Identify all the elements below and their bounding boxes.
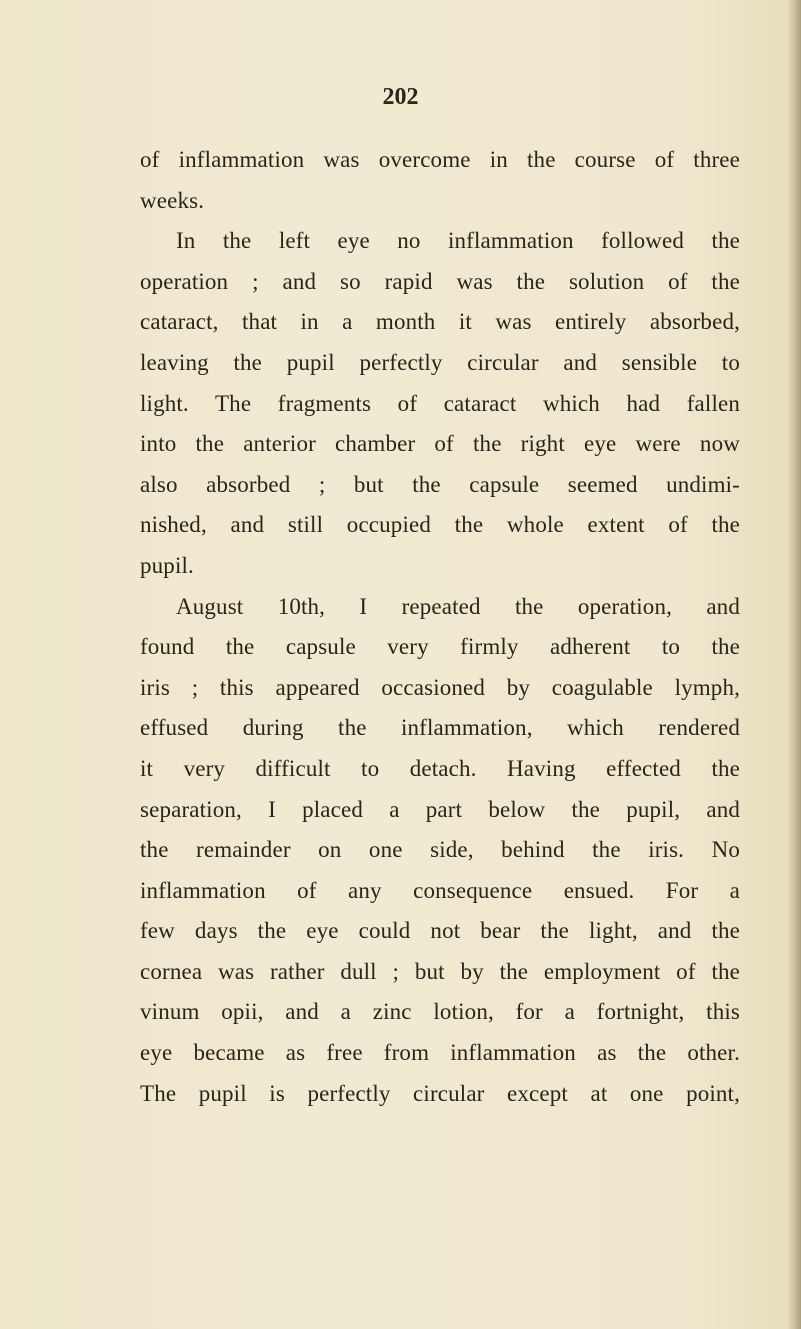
text-line: cornea was rather dull ; but by the employment of the xyxy=(140,958,740,984)
text-line: August 10th, I repeated the operation, and xyxy=(176,593,740,619)
text-line: nished, and still occupied the whole extent of the xyxy=(140,512,740,538)
text-line: leaving the pupil perfectly circular and sensible to xyxy=(140,349,740,375)
text-line: iris ; this appeared occasioned by coagulable lymph, xyxy=(140,674,740,700)
text-line: the remainder on one side, behind the iris. No xyxy=(140,837,740,863)
text-line: inflammation of any consequence ensued. For a xyxy=(140,877,740,903)
text-line: In the left eye no inflammation followed the xyxy=(176,228,740,254)
text-line: into the anterior chamber of the right eye were now xyxy=(140,431,740,457)
text-line: few days the eye could not bear the light, and the xyxy=(140,918,740,944)
page-number: 202 xyxy=(382,84,419,110)
text-line: cataract, that in a month it was entirely absorbed, xyxy=(140,309,740,335)
text-line: eye became as free from inflammation as the other. xyxy=(140,1040,740,1066)
text-line: it very difficult to detach. Having effected the xyxy=(140,755,740,781)
text-line: The pupil is perfectly circular except at one point, xyxy=(140,1080,740,1106)
text-line: separation, I placed a part below the pupil, and xyxy=(140,796,740,822)
text-line: found the capsule very firmly adherent to the xyxy=(140,634,740,660)
text-line: weeks. xyxy=(140,187,205,213)
text-line: effused during the inflammation, which rendered xyxy=(140,715,740,741)
text-line: also absorbed ; but the capsule seemed undimi- xyxy=(140,471,740,497)
text-line: light. The fragments of cataract which had fallen xyxy=(140,390,740,416)
text-line: pupil. xyxy=(140,552,194,578)
text-line: of inflammation was overcome in the course of three xyxy=(140,147,740,172)
page-edge-shadow xyxy=(787,0,801,1329)
text-line: operation ; and so rapid was the solution of the xyxy=(140,268,740,294)
body-text xyxy=(140,140,740,1114)
text-line: vinum opii, and a zinc lotion, for a fortnight, this xyxy=(140,999,740,1025)
